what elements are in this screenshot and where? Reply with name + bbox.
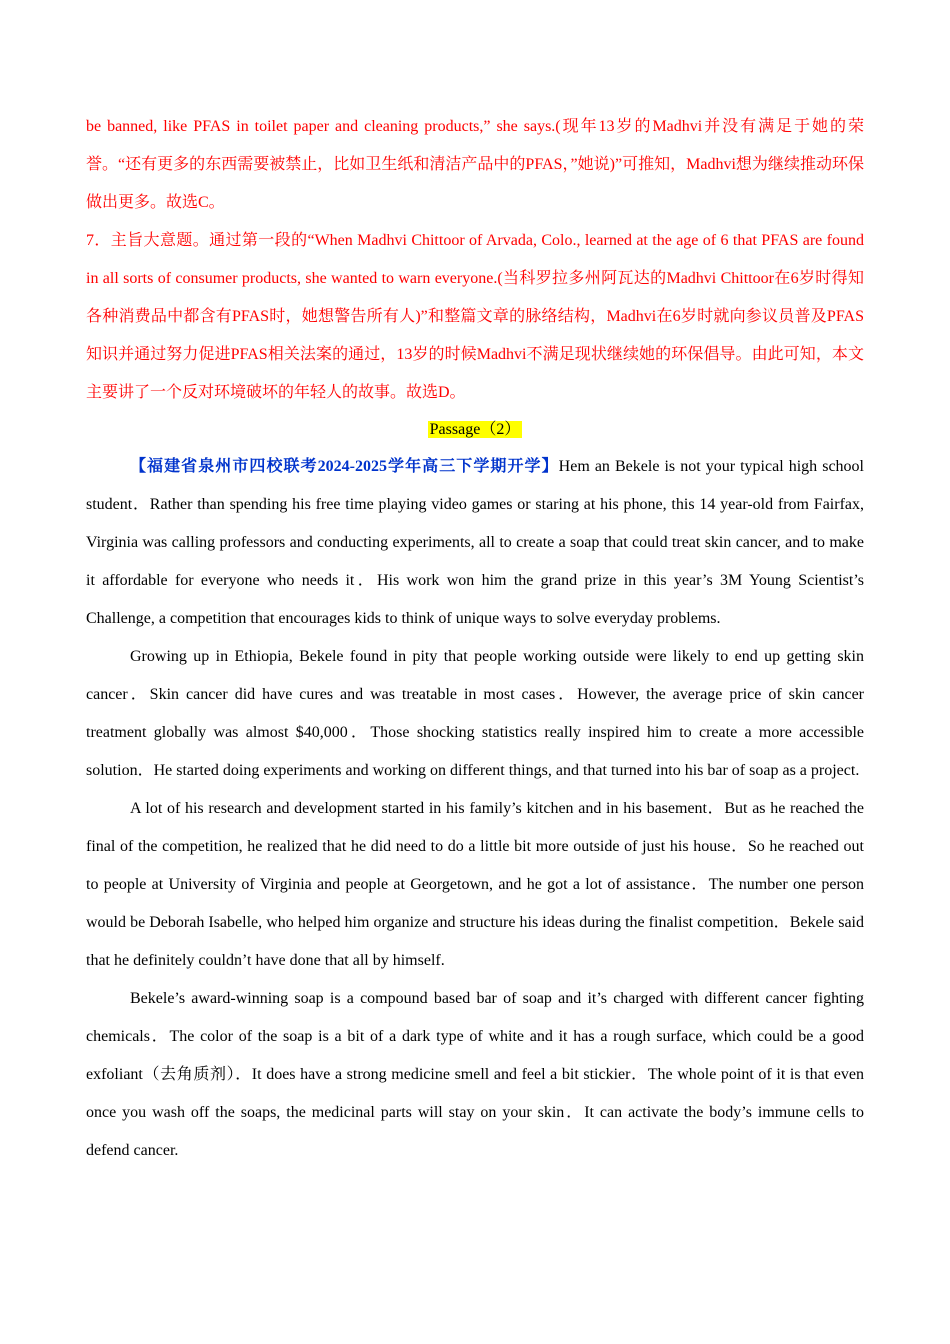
paragraph-1-text: Hem an Bekele is not your typical high school student．Rather than spending his free time playing video games or staring at his phone, this 14 year-old from Fairfax, Virginia was calling professors and conducting experiments, all to create a soap that could treat skin cancer, and to make it affordable for everyone who needs it．His work won him the grand prize in this year’s 3M Young Scientist’s Challenge, a competition that encourages kids to think of unique ways to solve everyday problems. xyxy=(86,458,865,627)
passage-title-label: Passage（2） xyxy=(429,421,521,438)
passage-paragraph-1 xyxy=(86,448,864,638)
document-page xyxy=(86,108,864,1170)
answer-explanation-6: be banned, like PFAS in toilet paper and cleaning products,” she says.(现年13岁的Madhvi并没有满足于她的荣誉。“还有更多的东西需要被禁止，比如卫生纸和清洁产品中的PFAS，”她说)”可推知，Madhvi想为继续推动环保做出更多。故选C。 xyxy=(86,118,864,211)
source-label: 【福建省泉州市四校联考2024-2025学年高三下学期开学】 xyxy=(130,458,559,475)
passage-paragraph-3: A lot of his research and development started in his family’s kitchen and in his basement．But as he reached the final of the competition, he realized that he did need to do a little bit more outside of just his house．So he reached out to people at University of Virginia and people at Georgetown, and he got a lot of assistance．The number one person would be Deborah Isabelle, who helped him organize and structure his ideas during the finalist competition．Bekele said that he definitely couldn’t have done that all by himself. xyxy=(86,800,865,969)
passage-paragraph-2: Growing up in Ethiopia, Bekele found in pity that people working outside were likely to end up getting skin cancer．Skin cancer did have cures and was treatable in most cases．However, the average price of skin cancer treatment globally was almost $40,000．Those shocking statistics really inspired him to create a more accessible solution．He started doing experiments and working on different things, and that turned into his bar of soap as a project. xyxy=(86,648,864,779)
passage-title xyxy=(86,414,864,446)
answer-explanation-7: 7．主旨大意题。通过第一段的“When Madhvi Chittoor of Arvada, Colo., learned at the age of 6 that PFAS are found in all sorts of consumer products, she wanted to warn everyone.(当科罗拉多州阿瓦达的Madhvi Chittoor在6岁时得知各种消费品中都含有PFAS时，她想警告所有人)”和整篇文章的脉络结构，Madhvi在6岁时就向参议员普及PFAS知识并通过努力促进PFAS相关法案的通过，13岁的时候Madhvi不满足现状继续她的环保倡导。由此可知，本文主要讲了一个反对环境破坏的年轻人的故事。故选D。 xyxy=(86,232,864,401)
passage-paragraph-4: Bekele’s award-winning soap is a compound based bar of soap and it’s charged with different cancer fighting chemicals．The color of the soap is a bit of a dark type of white and it has a rough surface, which could be a good exfoliant（去角质剂）．It does have a strong medicine smell and feel a bit stickier．The whole point of it is that even once you wash off the soaps, the medicinal parts will stay on your skin．It can activate the body’s immune cells to defend cancer. xyxy=(86,990,864,1159)
